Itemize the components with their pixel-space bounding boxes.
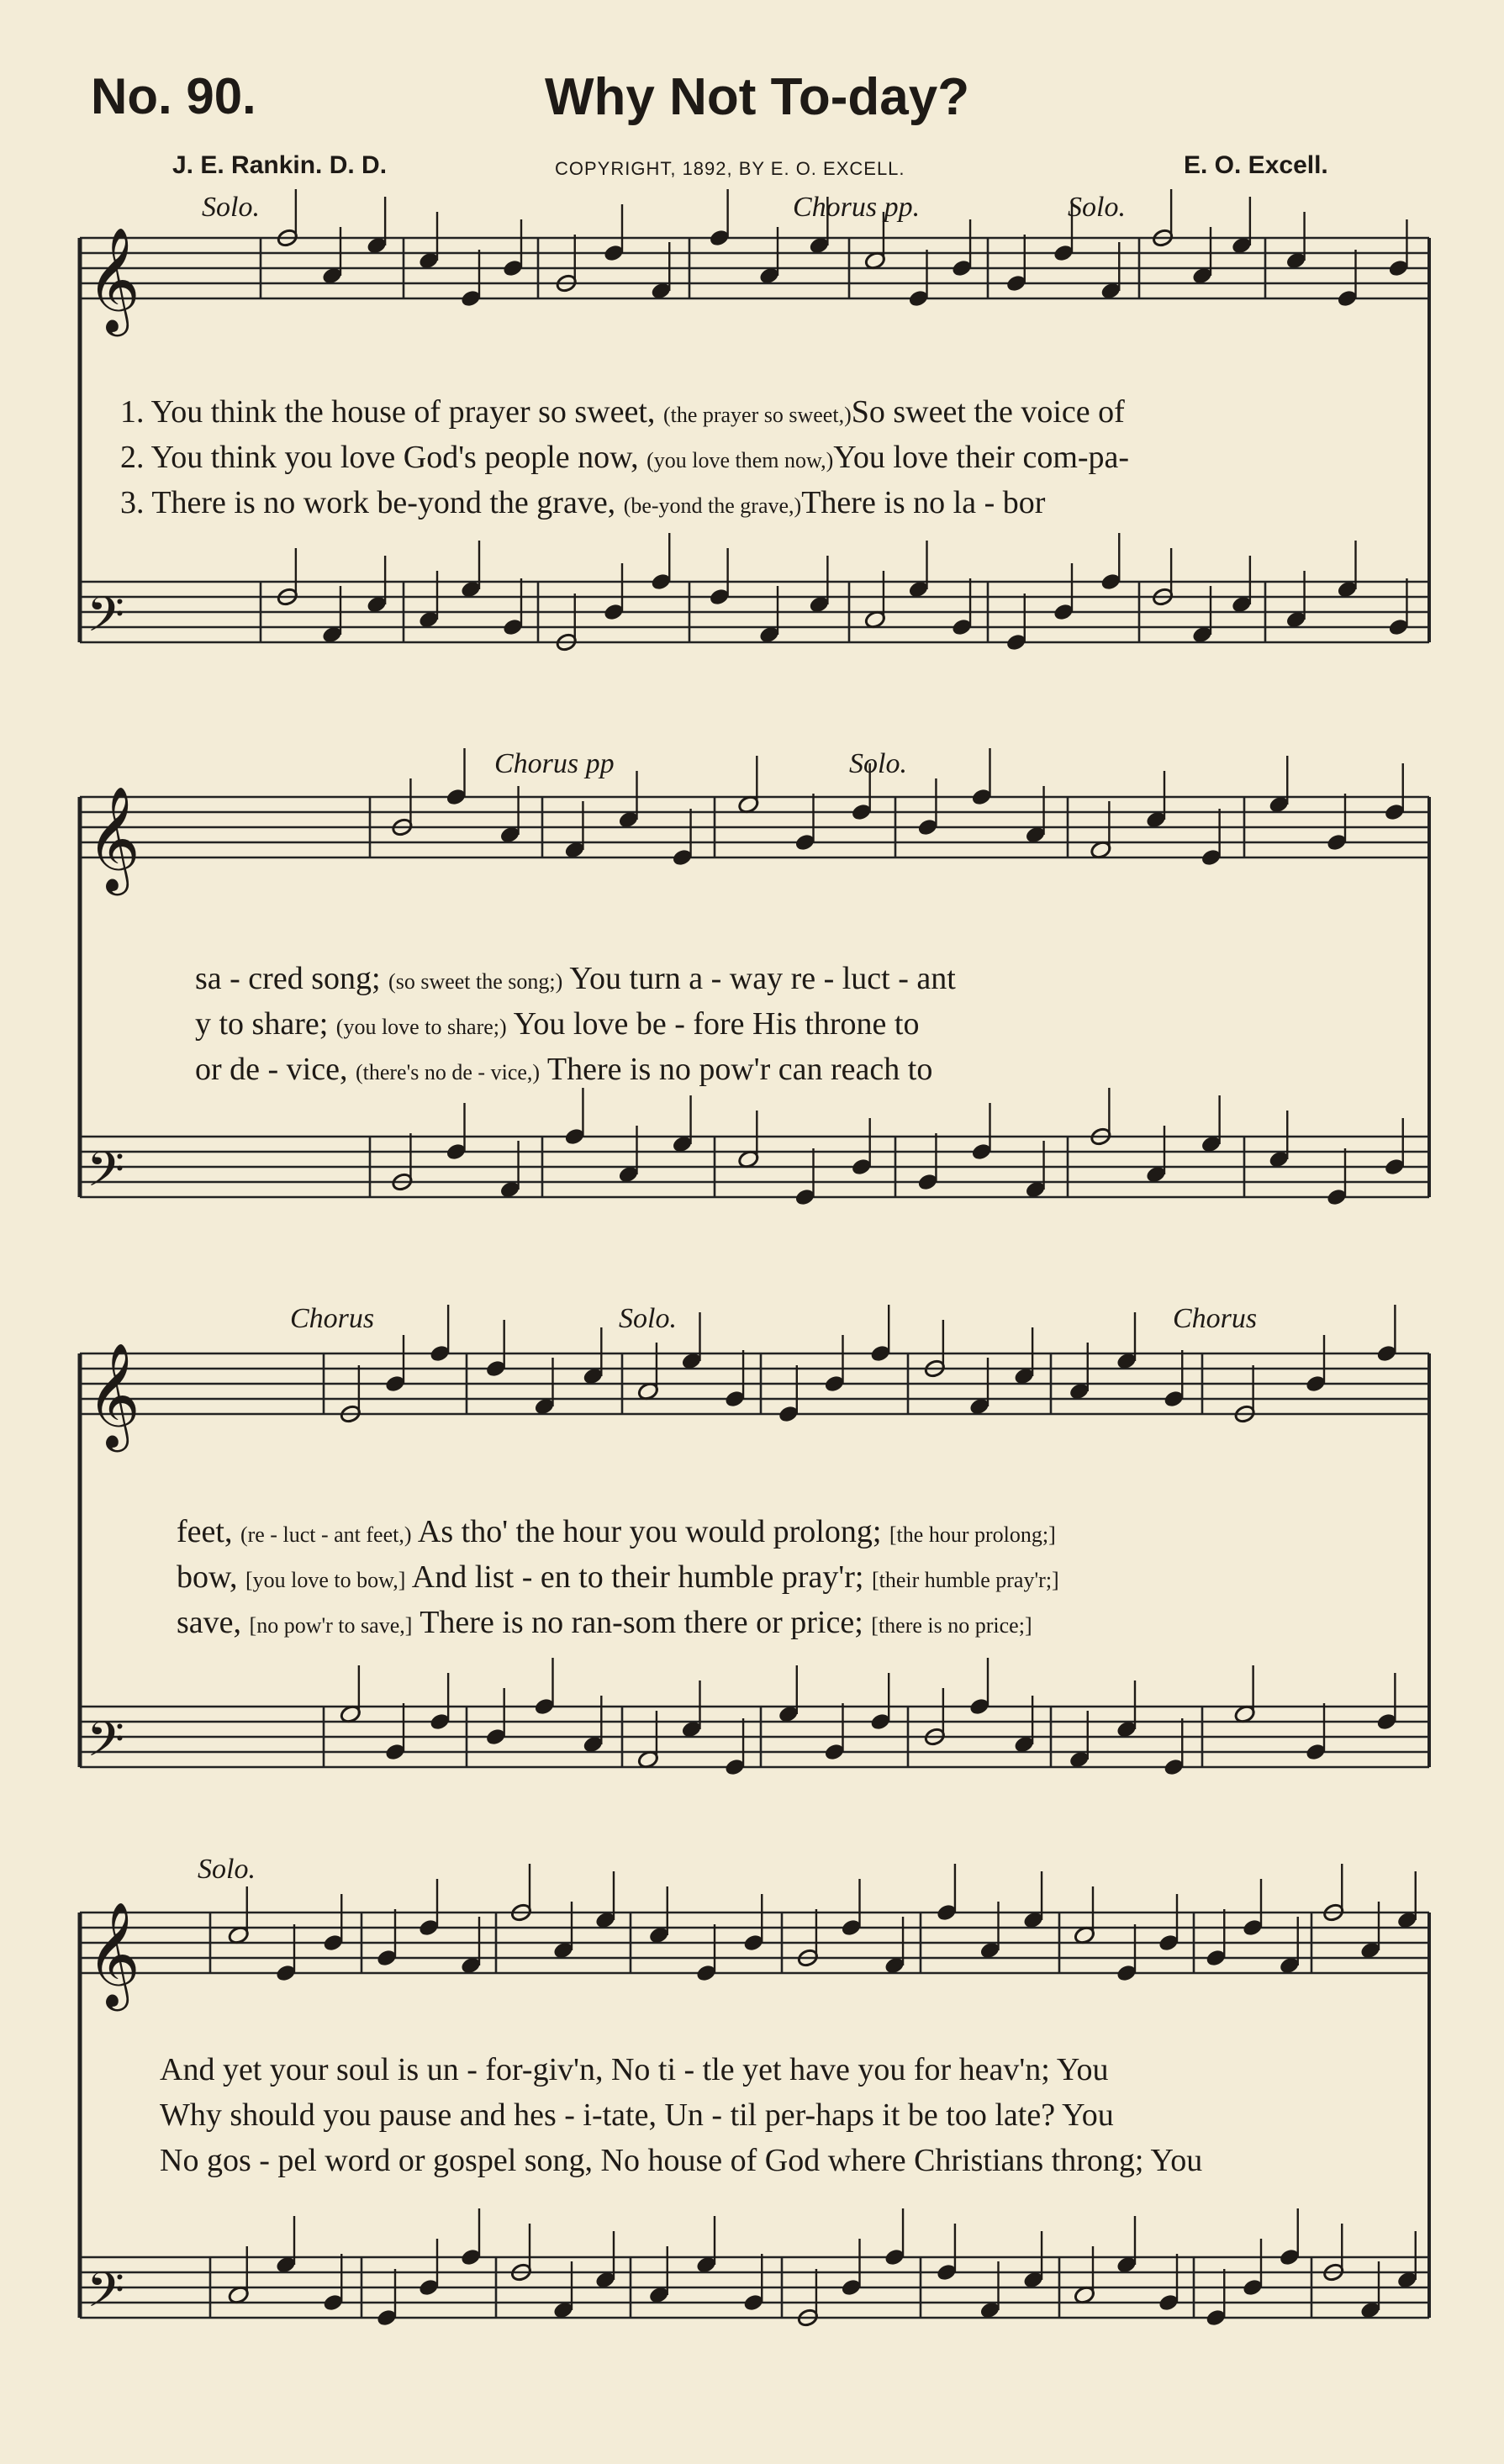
- svg-text:𝄞: 𝄞: [87, 786, 140, 891]
- svg-text:𝄞: 𝄞: [87, 1343, 140, 1448]
- clefs: [87, 227, 140, 2330]
- lyricist: J. E. Rankin. D. D.: [172, 151, 388, 179]
- direction-chorus-2: Chorus pp: [494, 748, 615, 779]
- copyright-notice: COPYRIGHT, 1892, BY E. O. EXCELL.: [555, 158, 905, 179]
- direction-chorus-3: Chorus: [290, 1303, 375, 1334]
- lyric-line: sa - cred song; (so sweet the song;) You turn a - way re - luct - ant: [195, 961, 956, 996]
- direction-solo-5: Solo.: [198, 1854, 256, 1885]
- lyric-line: y to share; (you love to share;) You love be - fore His throne to: [195, 1006, 920, 1042]
- lyric-line: or de - vice, (there's no de - vice,) There is no pow'r can reach to: [195, 1052, 933, 1087]
- direction-chorus-4: Chorus: [1173, 1303, 1258, 1334]
- direction-solo-2: Solo.: [1068, 192, 1126, 223]
- direction-solo-4: Solo.: [619, 1303, 677, 1334]
- composer: E. O. Excell.: [1184, 151, 1328, 179]
- lyric-line: 1. You think the house of prayer so sweet, (the prayer so sweet,)So sweet the voice of: [120, 394, 1125, 430]
- staff-lines: [80, 238, 1429, 2318]
- lyric-line: bow, [you love to bow,] And list - en to their humble pray'r; [their humble pray'r;]: [177, 1559, 1059, 1595]
- svg-text:𝄞: 𝄞: [87, 1902, 140, 2007]
- lyric-line: Why should you pause and hes - i-tate, Un - til per-haps it be too late? You: [160, 2097, 1114, 2133]
- direction-solo-3: Solo.: [849, 748, 907, 779]
- svg-text:𝄞: 𝄞: [87, 227, 140, 332]
- bar-lines: [80, 238, 1429, 2318]
- lyric-line: 3. There is no work be-yond the grave, (be-yond the grave,)There is no la - bor: [120, 485, 1046, 520]
- svg-text:𝄢: 𝄢: [87, 1141, 125, 1210]
- hymn-number: No. 90.: [91, 68, 256, 124]
- svg-text:𝄢: 𝄢: [87, 2261, 125, 2330]
- lyric-line: No gos - pel word or gospel song, No house of God where Christians throng; You: [160, 2143, 1203, 2178]
- svg-text:𝄢: 𝄢: [87, 1711, 125, 1780]
- lyric-line: 2. You think you love God's people now, (you love them now,)You love their com-pa-: [120, 440, 1130, 475]
- direction-solo-1: Solo.: [202, 192, 260, 223]
- lyric-line: save, [no pow'r to save,] There is no ran-som there or price; [there is no price;]: [177, 1605, 1032, 1640]
- svg-text:𝄢: 𝄢: [87, 586, 125, 655]
- direction-chorus-1: Chorus pp.: [793, 192, 921, 223]
- hymn-title: Why Not To-day?: [545, 68, 970, 126]
- lyric-line: And yet your soul is un - for-giv'n, No ti - tle yet have you for heav'n; You: [160, 2052, 1109, 2087]
- lyric-line: feet, (re - luct - ant feet,) As tho' the hour you would prolong; [the hour prolong;]: [177, 1514, 1056, 1549]
